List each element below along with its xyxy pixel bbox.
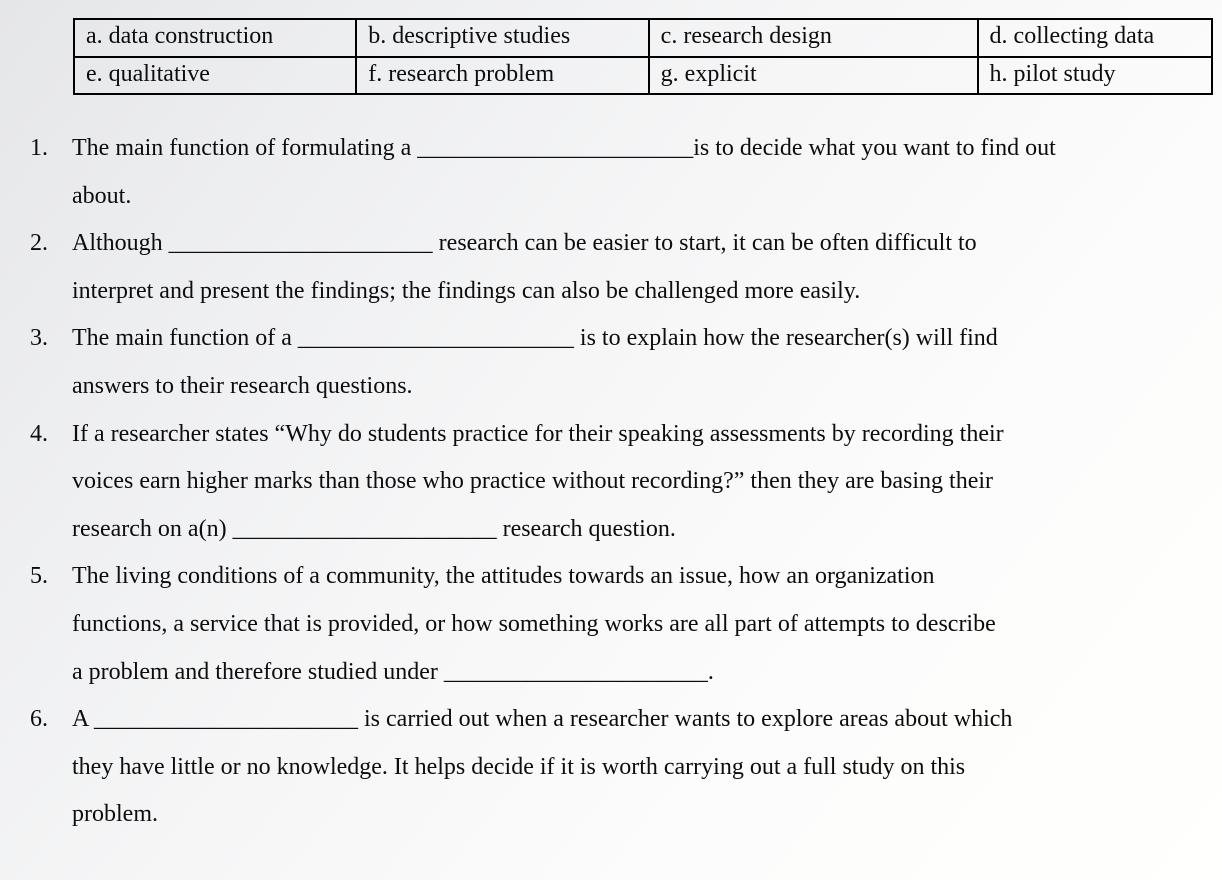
question-text (72, 411, 1190, 554)
word-bank-table (73, 18, 1213, 95)
question-item-6 (30, 696, 1190, 839)
question-line: Although ______________________ research can be easier to start, it can be often difficult to (72, 230, 977, 257)
question-item-3 (30, 315, 1190, 410)
question-line: about. (72, 182, 132, 209)
question-line: research on a(n) ______________________ research question. (72, 515, 676, 542)
word-bank-cell-e: e. qualitative (74, 57, 356, 95)
question-number: 2. (30, 230, 48, 257)
question-item-5 (30, 553, 1190, 696)
question-line: a problem and therefore studied under ______________________. (72, 658, 714, 685)
question-text (72, 315, 1190, 410)
question-line: The living conditions of a community, the attitudes towards an issue, how an organization (72, 563, 935, 590)
word-bank-cell-c: c. research design (649, 19, 978, 57)
question-text (72, 125, 1190, 220)
question-line: they have little or no knowledge. It helps decide if it is worth carrying out a full study on this (72, 753, 966, 780)
question-line: The main function of formulating a _______________________is to decide what you want to find out (72, 135, 1056, 161)
question-line: The main function of a _______________________ is to explain how the researcher(s) will find (72, 325, 998, 352)
question-line: If a researcher states “Why do students practice for their speaking assessments by recording their (72, 420, 1004, 447)
word-bank-row (74, 57, 1212, 95)
word-bank-cell-f: f. research problem (356, 57, 648, 95)
question-line: interpret and present the findings; the findings can also be challenged more easily. (72, 277, 861, 304)
word-bank-row (74, 19, 1212, 57)
question-line: functions, a service that is provided, or how something works are all part of attempts to describe (72, 610, 996, 637)
question-item-1 (30, 125, 1190, 220)
question-line: A ______________________ is carried out when a researcher wants to explore areas about which (72, 706, 1013, 733)
question-number: 3. (30, 325, 48, 352)
question-number: 6. (30, 706, 48, 733)
word-bank-cell-a: a. data construction (74, 19, 356, 57)
word-bank-cell-h: h. pilot study (978, 57, 1212, 95)
word-bank-cell-d: d. collecting data (978, 19, 1212, 57)
question-item-2 (30, 220, 1190, 315)
question-text (72, 696, 1190, 839)
question-number: 5. (30, 563, 48, 590)
word-bank-cell-b: b. descriptive studies (356, 19, 648, 57)
question-line: answers to their research questions. (72, 372, 413, 399)
question-text (72, 220, 1190, 315)
question-line: voices earn higher marks than those who practice without recording?” then they are basing their (72, 468, 993, 495)
question-number: 1. (30, 135, 48, 161)
question-line: problem. (72, 801, 158, 828)
question-list (30, 125, 1190, 839)
word-bank-cell-g: g. explicit (649, 57, 978, 95)
question-item-4 (30, 411, 1190, 554)
question-text (72, 553, 1190, 696)
worksheet-page (0, 18, 1222, 880)
question-number: 4. (30, 420, 48, 447)
